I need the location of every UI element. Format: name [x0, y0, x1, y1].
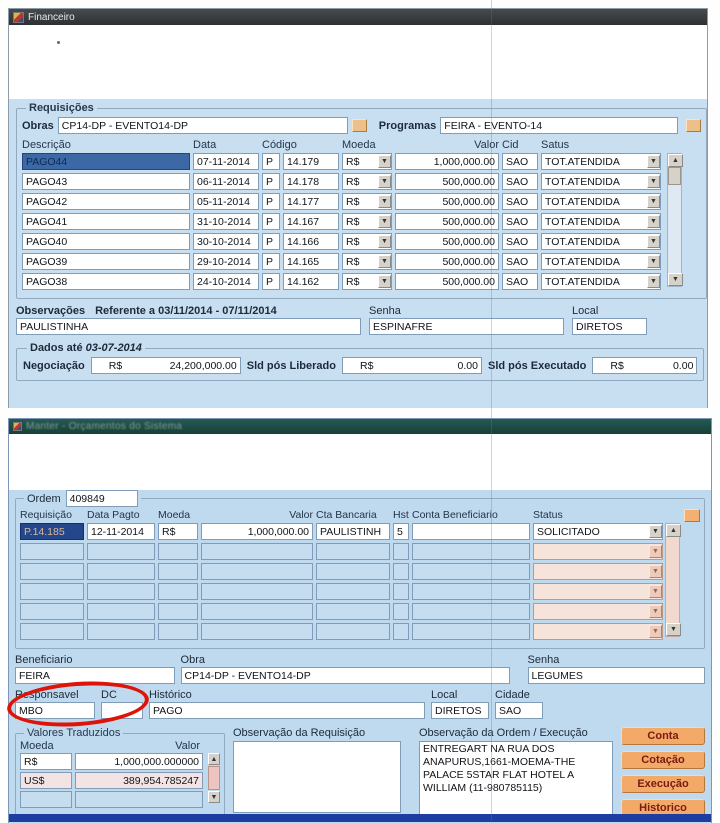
- historico-button[interactable]: Historico: [621, 799, 705, 817]
- moeda-combo[interactable]: R$ ▼: [342, 173, 392, 190]
- codigo-cell[interactable]: 14.177: [283, 193, 339, 210]
- obra-input[interactable]: [181, 667, 510, 684]
- scan-speck: [57, 41, 60, 44]
- cid-cell[interactable]: SAO: [502, 253, 538, 270]
- col-data-pagto: Data Pagto: [87, 509, 140, 521]
- table-row: [22, 273, 664, 290]
- status-combo[interactable]: TOT.ATENDIDA ▼: [541, 153, 661, 170]
- obs-requisicao-textarea[interactable]: [233, 741, 401, 813]
- ordem-app-icon: [13, 422, 22, 431]
- dropdown-arrow-icon[interactable]: ▼: [649, 625, 662, 638]
- col-conta-beneficiario: Conta Beneficiario: [412, 509, 498, 521]
- cidade-label: Cidade: [495, 689, 530, 701]
- beneficiario-input[interactable]: [15, 667, 175, 684]
- valor-cell[interactable]: 500,000.00: [395, 173, 499, 190]
- status-combo[interactable]: TOT.ATENDIDA ▼: [541, 233, 661, 250]
- status-combo[interactable]: [533, 623, 663, 640]
- obras-row: [22, 117, 701, 134]
- status-combo[interactable]: TOT.ATENDIDA ▼: [541, 253, 661, 270]
- scroll-down-icon[interactable]: ▼: [668, 273, 683, 286]
- beneficiario-label: Beneficiario: [15, 654, 73, 666]
- hst-cell[interactable]: 5: [393, 523, 409, 540]
- dados-ate-value: 03-07-2014: [85, 342, 142, 354]
- moeda-cell[interactable]: R$: [20, 753, 72, 770]
- cid-cell[interactable]: SAO: [502, 153, 538, 170]
- dropdown-arrow-icon[interactable]: ▼: [649, 585, 662, 598]
- cta-bancaria-cell[interactable]: PAULISTINH: [316, 523, 390, 540]
- moeda-cell[interactable]: [20, 791, 72, 808]
- table-row: [22, 193, 664, 210]
- valor-traduzido-row: [20, 753, 206, 770]
- ordem-input[interactable]: [66, 490, 138, 507]
- ordem-titlebar[interactable]: [9, 419, 711, 434]
- scroll-up-icon[interactable]: ▲: [666, 524, 681, 537]
- codigo-cell[interactable]: 14.166: [283, 233, 339, 250]
- dropdown-arrow-icon[interactable]: ▼: [647, 155, 660, 168]
- col-hst: Hst: [393, 509, 409, 521]
- ordem-table-header: [20, 509, 700, 521]
- responsavel-input[interactable]: [15, 702, 95, 719]
- dropdown-arrow-icon[interactable]: ▼: [649, 605, 662, 618]
- moeda-combo[interactable]: R$ ▼: [342, 213, 392, 230]
- table-row-empty: [20, 543, 662, 560]
- obs-requisicao-label: Observação da Requisição: [233, 727, 366, 739]
- col-status: Status: [533, 509, 563, 521]
- table-scrollbar[interactable]: [667, 153, 682, 287]
- obs-ordem-block: [419, 727, 613, 817]
- conta-beneficiario-cell[interactable]: [412, 523, 530, 540]
- responsavel-label: Responsavel: [15, 689, 79, 701]
- moeda-cell[interactable]: US$: [20, 772, 72, 789]
- codigo-cell[interactable]: 14.165: [283, 253, 339, 270]
- financeiro-window: [8, 8, 708, 408]
- table-row-empty: [20, 583, 662, 600]
- window-bottom-strip: [9, 814, 711, 822]
- dropdown-arrow-icon[interactable]: ▼: [378, 255, 391, 268]
- data-pagto-cell[interactable]: 12-11-2014: [87, 523, 155, 540]
- dados-ate-fieldset: [16, 342, 704, 381]
- programas-lookup-button[interactable]: [686, 119, 701, 132]
- status-combo[interactable]: [533, 603, 663, 620]
- valores-scrollbar[interactable]: [208, 753, 220, 810]
- table-action-button[interactable]: [684, 509, 700, 522]
- responsavel-row: [15, 689, 705, 719]
- status-combo[interactable]: TOT.ATENDIDA ▼: [541, 193, 661, 210]
- dropdown-arrow-icon[interactable]: ▼: [649, 565, 662, 578]
- descricao-cell[interactable]: PAGO40: [22, 233, 190, 250]
- observacoes-section: [16, 305, 700, 335]
- programas-label: Programas: [378, 119, 437, 132]
- dropdown-arrow-icon[interactable]: ▼: [647, 175, 660, 188]
- data-cell[interactable]: 29-10-2014: [193, 253, 259, 270]
- valores-traduzidos-fieldset: [15, 727, 225, 815]
- observacoes-label: Observações: [16, 305, 86, 317]
- dropdown-arrow-icon[interactable]: ▼: [378, 275, 391, 288]
- dropdown-arrow-icon[interactable]: ▼: [647, 275, 660, 288]
- obras-label: Obras: [22, 119, 54, 132]
- requisicoes-rows: [22, 153, 682, 290]
- codigo-tipo-cell[interactable]: P: [262, 193, 280, 210]
- status-combo[interactable]: SOLICITADO ▼: [533, 523, 663, 540]
- moeda-cell[interactable]: R$: [158, 523, 198, 540]
- table-row-empty: [20, 623, 662, 640]
- dropdown-arrow-icon[interactable]: ▼: [378, 195, 391, 208]
- valor-cell[interactable]: 500,000.00: [395, 213, 499, 230]
- scroll-up-icon[interactable]: ▲: [668, 154, 683, 167]
- cid-cell[interactable]: SAO: [502, 193, 538, 210]
- valor-cell[interactable]: 389,954.785247: [75, 772, 203, 789]
- table-row: [20, 523, 662, 540]
- col-data: Data: [193, 139, 217, 151]
- obra-label: Obra: [180, 654, 205, 666]
- descricao-cell[interactable]: PAGO42: [22, 193, 190, 210]
- status-combo[interactable]: [533, 543, 663, 560]
- dropdown-arrow-icon[interactable]: ▼: [378, 175, 391, 188]
- scroll-down-icon[interactable]: ▼: [208, 791, 220, 803]
- valor-cell[interactable]: 1,000,000.00: [395, 153, 499, 170]
- descricao-cell[interactable]: PAGO43: [22, 173, 190, 190]
- sld-liberado-label: Sld pós Liberado: [246, 359, 336, 372]
- codigo-tipo-cell[interactable]: P: [262, 153, 280, 170]
- valor-cell[interactable]: 1,000,000.000000: [75, 753, 203, 770]
- valores-traduzidos-legend: Valores Traduzidos: [27, 727, 121, 739]
- descricao-cell[interactable]: PAGO44: [22, 153, 190, 170]
- dropdown-arrow-icon[interactable]: ▼: [378, 215, 391, 228]
- dropdown-arrow-icon[interactable]: ▼: [649, 525, 662, 538]
- codigo-tipo-cell[interactable]: P: [262, 233, 280, 250]
- obs-ordem-textarea[interactable]: [419, 741, 613, 817]
- cid-cell[interactable]: SAO: [502, 213, 538, 230]
- ordem-body: [9, 490, 711, 823]
- status-combo[interactable]: TOT.ATENDIDA ▼: [541, 213, 661, 230]
- data-cell[interactable]: 24-10-2014: [193, 273, 259, 290]
- dc-input[interactable]: [101, 702, 143, 719]
- col-descricao: Descrição: [22, 139, 71, 151]
- codigo-tipo-cell[interactable]: P: [262, 173, 280, 190]
- moeda-combo[interactable]: R$ ▼: [342, 253, 392, 270]
- local-input[interactable]: [572, 318, 647, 335]
- sld-executado-label: Sld pós Executado: [487, 359, 587, 372]
- dados-ate-label: Dados até: [30, 342, 83, 354]
- status-combo[interactable]: [533, 563, 663, 580]
- col-moeda: Moeda: [342, 139, 376, 151]
- col-valor: Valor: [474, 139, 499, 151]
- window-title: Manter - Orçamentos do Sistema: [26, 421, 183, 432]
- cidade-input[interactable]: [495, 702, 543, 719]
- requisicoes-table-header: [22, 139, 701, 151]
- data-cell[interactable]: 06-11-2014: [193, 173, 259, 190]
- cid-cell[interactable]: SAO: [502, 273, 538, 290]
- requisicoes-fieldset: [16, 102, 707, 299]
- status-combo[interactable]: TOT.ATENDIDA ▼: [541, 173, 661, 190]
- valor-cell[interactable]: [75, 791, 203, 808]
- obs-ordem-label: Observação da Ordem / Execução: [419, 727, 588, 739]
- obras-lookup-button[interactable]: [352, 119, 367, 132]
- beneficiario-row: [15, 654, 705, 684]
- valor-cell[interactable]: 500,000.00: [395, 193, 499, 210]
- negociacao-label: Negociação: [23, 359, 85, 372]
- ordem-window: [8, 418, 712, 823]
- col-satus: Satus: [541, 139, 570, 151]
- financeiro-panel: [9, 99, 707, 408]
- negociacao-row: [23, 357, 697, 374]
- moeda-combo[interactable]: R$ ▼: [342, 273, 392, 290]
- col-cid: Cid: [502, 139, 519, 151]
- dropdown-arrow-icon[interactable]: ▼: [647, 195, 660, 208]
- scroll-up-icon[interactable]: ▲: [208, 753, 220, 765]
- dropdown-arrow-icon[interactable]: ▼: [378, 155, 391, 168]
- dropdown-arrow-icon[interactable]: ▼: [649, 545, 662, 558]
- valor-traduzido-row: [20, 772, 206, 789]
- table-row: [22, 173, 664, 190]
- moeda-combo[interactable]: R$ ▼: [342, 233, 392, 250]
- descricao-cell[interactable]: PAGO39: [22, 253, 190, 270]
- bottom-section: [15, 727, 705, 817]
- status-combo[interactable]: [533, 583, 663, 600]
- table-row: [22, 153, 664, 170]
- col-cta-bancaria: Cta Bancaria: [316, 509, 377, 521]
- table-scrollbar[interactable]: [665, 523, 680, 637]
- col-codigo: Código: [262, 139, 297, 151]
- valor-traduzido-row: [20, 791, 206, 808]
- valor-cell[interactable]: 500,000.00: [395, 273, 499, 290]
- valor-cell[interactable]: 500,000.00: [395, 253, 499, 270]
- codigo-cell[interactable]: 14.167: [283, 213, 339, 230]
- table-row-empty: [20, 563, 662, 580]
- financeiro-body: [9, 25, 707, 408]
- obras-input[interactable]: [58, 117, 348, 134]
- codigo-tipo-cell[interactable]: P: [262, 253, 280, 270]
- dropdown-arrow-icon[interactable]: ▼: [647, 235, 660, 248]
- codigo-tipo-cell[interactable]: P: [262, 273, 280, 290]
- status-combo[interactable]: TOT.ATENDIDA ▼: [541, 273, 661, 290]
- senha-label: Senha: [369, 305, 401, 317]
- senha-label: Senha: [527, 654, 560, 666]
- observacoes-referente: Referente a 03/11/2014 - 07/11/2014: [95, 305, 277, 317]
- local-input[interactable]: [431, 702, 489, 719]
- dropdown-arrow-icon[interactable]: ▼: [647, 215, 660, 228]
- historico-label: Histórico: [149, 689, 192, 701]
- requisicao-cell[interactable]: P.14.185: [20, 523, 84, 540]
- historico-input[interactable]: [149, 702, 425, 719]
- dropdown-arrow-icon[interactable]: ▼: [647, 255, 660, 268]
- sld-liberado-field[interactable]: R$ 0.00: [342, 357, 482, 374]
- scrollbar-thumb[interactable]: [668, 167, 681, 185]
- cid-cell[interactable]: SAO: [502, 233, 538, 250]
- cotacao-button[interactable]: Cotação: [621, 751, 705, 769]
- descricao-cell[interactable]: PAGO38: [22, 273, 190, 290]
- table-row-empty: [20, 603, 662, 620]
- programas-input[interactable]: [440, 117, 678, 134]
- codigo-cell[interactable]: 14.178: [283, 173, 339, 190]
- data-cell[interactable]: 30-10-2014: [193, 233, 259, 250]
- codigo-cell[interactable]: 14.179: [283, 153, 339, 170]
- local-label: Local: [572, 305, 599, 317]
- moeda-combo[interactable]: R$ ▼: [342, 193, 392, 210]
- dropdown-arrow-icon[interactable]: ▼: [378, 235, 391, 248]
- codigo-cell[interactable]: 14.162: [283, 273, 339, 290]
- senha-input[interactable]: [369, 318, 564, 335]
- scrollbar-thumb[interactable]: [208, 766, 220, 790]
- moeda-combo[interactable]: R$ ▼: [342, 153, 392, 170]
- window-title: Financeiro: [28, 11, 75, 23]
- valor-header: Valor: [175, 740, 200, 752]
- col-valor: Valor: [289, 509, 313, 521]
- table-row: [22, 253, 664, 270]
- obs-requisicao-block: [233, 727, 401, 813]
- cid-cell[interactable]: SAO: [502, 173, 538, 190]
- observacoes-input[interactable]: [16, 318, 361, 335]
- valor-cell[interactable]: 500,000.00: [395, 233, 499, 250]
- data-cell[interactable]: 05-11-2014: [193, 193, 259, 210]
- table-row: [22, 213, 664, 230]
- ordem-fieldset: [15, 490, 705, 649]
- negociacao-field[interactable]: R$ 24,200,000.00: [91, 357, 241, 374]
- ordem-label: Ordem: [27, 492, 61, 505]
- data-cell[interactable]: 07-11-2014: [193, 153, 259, 170]
- codigo-tipo-cell[interactable]: P: [262, 213, 280, 230]
- local-label: Local: [431, 689, 458, 701]
- senha-input[interactable]: [528, 667, 705, 684]
- scroll-down-icon[interactable]: ▼: [666, 623, 681, 636]
- sld-executado-field[interactable]: R$ 0.00: [592, 357, 697, 374]
- table-row: [22, 233, 664, 250]
- action-buttons: [621, 727, 705, 817]
- execucao-button[interactable]: Execução: [621, 775, 705, 793]
- col-moeda: Moeda: [158, 509, 191, 521]
- ordem-rows: [20, 523, 680, 640]
- col-requisicao: Requisição: [20, 509, 72, 521]
- conta-button[interactable]: Conta: [621, 727, 705, 745]
- requisicoes-legend: Requisições: [29, 102, 94, 114]
- descricao-cell[interactable]: PAGO41: [22, 213, 190, 230]
- valor-cell[interactable]: 1,000,000.00: [201, 523, 313, 540]
- financeiro-titlebar[interactable]: [9, 9, 707, 25]
- data-cell[interactable]: 31-10-2014: [193, 213, 259, 230]
- financeiro-app-icon: [13, 12, 24, 23]
- dc-label: DC: [101, 689, 117, 701]
- moeda-header: Moeda: [20, 740, 54, 752]
